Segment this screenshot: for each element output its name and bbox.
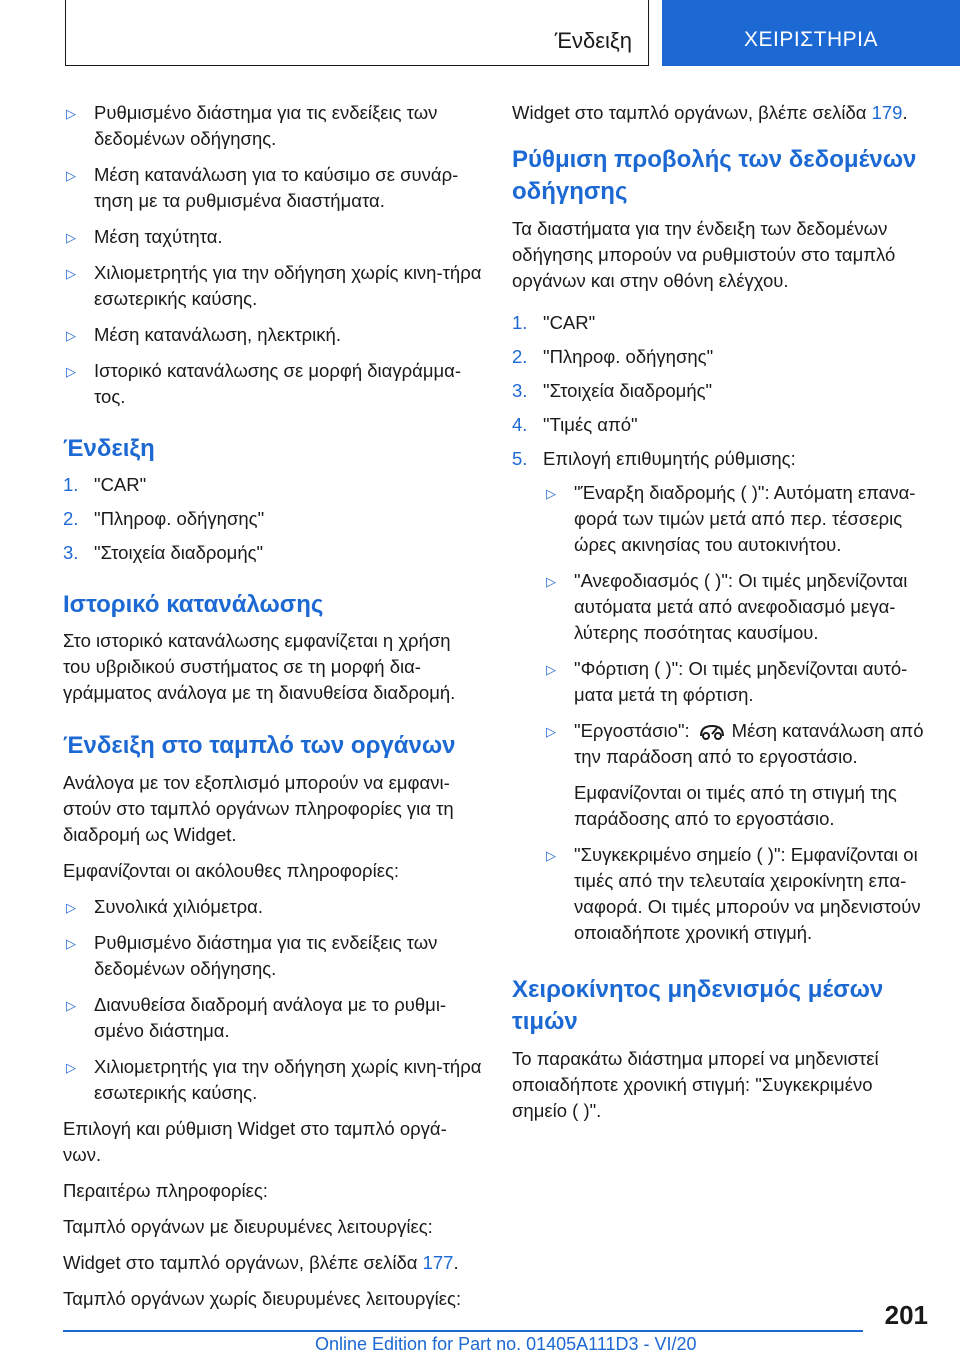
page-number: 201 (884, 1300, 928, 1330)
heading-dashboard: Ένδειξη στο ταμπλό των οργάνων (63, 732, 456, 759)
numbered-item: 3. "Στοιχεία διαδρομής" (63, 542, 264, 563)
widget-reference: Widget στο ταμπλό οργάνων, βλέπε σελίδα 177. (63, 1252, 459, 1273)
triangle-right-icon: ▷ (546, 662, 556, 677)
without-extended-paragraph: Ταμπλό οργάνων χωρίς διευρυμένες λειτουργίες: (63, 1288, 462, 1309)
option-item: ▷ "Έναρξη διαδρομής ( )": Αυτόματη επανα-φορά των τιμών μετά από περ. τέσσερις ώρες ακινησίας του αυτοκινήτου. (546, 482, 916, 555)
numbered-item: 4. "Τιμές από" (512, 414, 638, 435)
page-link-177[interactable]: 177 (422, 1252, 454, 1273)
footer-edition: Online Edition for Part no. 01405A111D3 - VI/20 (315, 1334, 697, 1354)
shown-info-paragraph: Εμφανίζονται οι ακόλουθες πληροφορίες: (63, 860, 399, 881)
list-item: ▷ Μέση κατανάλωση για το καύσιμο σε συνάρ-τηση με τα ρυθμισμένα διαστήματα. (66, 164, 459, 211)
numbered-item: 2. "Πληροφ. οδήγησης" (63, 508, 265, 529)
list-item: ▷ Χιλιομετρητής για την οδήγηση χωρίς κινη-τήρα εσωτερικής καύσης. (66, 262, 482, 309)
option-item: ▷ "Φόρτιση ( )": Οι τιμές μηδενίζονται αυτό-ματα μετά τη φόρτιση. (546, 658, 908, 705)
option-item: ▷ "Συγκεκριμένο σημείο ( )": Εμφανίζονται οι τιμές από την τελευταία χειροκίνητη επα-ναφορά. Οι τιμές μπορούν να μηδενιστούν οποιαδήποτε χρονική στιγμή. (546, 844, 921, 943)
heading-manual-reset: Χειροκίνητος μηδενισμός μέσων τιμών (512, 976, 884, 1035)
footer-divider (63, 1330, 863, 1332)
list-item: ▷ Χιλιομετρητής για την οδήγηση χωρίς κινη-τήρα εσωτερικής καύσης. (66, 1056, 482, 1103)
heading-endeixi: Ένδειξη (63, 435, 155, 462)
dashboard-paragraph: Ανάλογα με τον εξοπλισμό μπορούν να εμφανι-στούν στο ταμπλό οργάνων πληροφορίες για τη διαδρομή ως Widget. (63, 772, 454, 845)
triangle-right-icon: ▷ (66, 230, 76, 245)
factory-note: Εμφανίζονται οι τιμές από τη στιγμή της παράδοσης από το εργοστάσιο. (574, 782, 897, 829)
triangle-right-icon: ▷ (66, 266, 76, 281)
triangle-right-icon: ▷ (66, 364, 76, 379)
car-gauge-icon (698, 722, 726, 740)
section-title: Ένδειξη (554, 28, 632, 53)
triangle-right-icon: ▷ (66, 998, 76, 1013)
list-item: ▷ Ρυθμισμένο διάστημα για τις ενδείξεις των δεδομένων οδήγησης. (66, 932, 438, 979)
page-header (0, 0, 960, 66)
select-widget-paragraph: Επιλογή και ρύθμιση Widget στο ταμπλό οργά-νων. (63, 1118, 447, 1165)
list-item: ▷ Μέση κατανάλωση, ηλεκτρική. (63, 322, 483, 348)
more-info-paragraph: Περαιτέρω πληροφορίες: (63, 1180, 268, 1201)
triangle-right-icon: ▷ (546, 574, 556, 589)
section-tab (65, 0, 649, 66)
history-paragraph: Στο ιστορικό κατανάλωσης εμφανίζεται η χρήση του υβριδικού συστήματος σε τη μορφή δια-γράμματος ανάλογα με τη διανυθείσα διαδρομή. (63, 630, 456, 703)
right-column (512, 100, 928, 1134)
extended-paragraph: Ταμπλό οργάνων με διευρυμένες λειτουργίες: (63, 1216, 433, 1237)
numbered-item: 5. Επιλογή επιθυμητής ρύθμισης: (512, 448, 796, 469)
triangle-right-icon: ▷ (66, 106, 76, 121)
numbered-item: 3. "Στοιχεία διαδρομής" (512, 380, 713, 401)
option-item: ▷ "Ανεφοδιασμός ( )": Οι τιμές μηδενίζονται αυτόματα μετά από ανεφοδιασμό μεγα-λύτερης ποσότητας καυσίμου. (546, 570, 908, 643)
widget-reference: Widget στο ταμπλό οργάνων, βλέπε σελίδα 179. (512, 102, 908, 123)
chapter-tab (662, 0, 960, 66)
triangle-right-icon: ▷ (66, 168, 76, 183)
page-link-179[interactable]: 179 (871, 102, 903, 123)
triangle-right-icon: ▷ (66, 936, 76, 951)
triangle-right-icon: ▷ (66, 328, 76, 343)
setting-paragraph: Τα διαστήματα για την ένδειξη των δεδομένων οδήγησης μπορούν να ρυθμιστούν στο ταμπλό οργάνων και στην οθόνη ελέγχου. (512, 218, 896, 291)
numbered-item: 2. "Πληροφ. οδήγησης" (512, 346, 714, 367)
list-item: ▷ Μέση ταχύτητα. (63, 224, 483, 250)
heading-setting: Ρύθμιση προβολής των δεδομένων οδήγησης (512, 146, 917, 205)
triangle-right-icon: ▷ (546, 486, 556, 501)
list-item: ▷ Ρυθμισμένο διάστημα για τις ενδείξεις των δεδομένων οδήγησης. (66, 102, 438, 149)
list-item: ▷ Ιστορικό κατανάλωσης σε μορφή διαγράμμα-τος. (66, 360, 462, 407)
numbered-item: 1. "CAR" (63, 474, 147, 495)
triangle-right-icon: ▷ (66, 1060, 76, 1075)
triangle-right-icon: ▷ (66, 900, 76, 915)
list-item: ▷ Συνολικά χιλιόμετρα. (63, 894, 483, 920)
numbered-item: 1. "CAR" (512, 312, 596, 333)
triangle-right-icon: ▷ (546, 848, 556, 863)
list-item: ▷ Διανυθείσα διαδρομή ανάλογα με το ρυθμι-σμένο διάστημα. (66, 994, 447, 1041)
option-item: ▷ "Εργοστάσιο": Μέση κατανάλωση από την παράδοση από το εργοστάσιο. (546, 720, 924, 767)
heading-history: Ιστορικό κατανάλωσης (63, 591, 324, 618)
triangle-right-icon: ▷ (546, 724, 556, 739)
manual-paragraph: Το παρακάτω διάστημα μπορεί να μηδενιστεί οποιαδήποτε χρονική στιγμή: "Συγκεκριμένο σημείο ( )". (512, 1048, 879, 1121)
left-column (63, 100, 483, 1322)
chapter-title: ΧΕΙΡΙΣΤΗΡΙΑ (743, 28, 878, 51)
